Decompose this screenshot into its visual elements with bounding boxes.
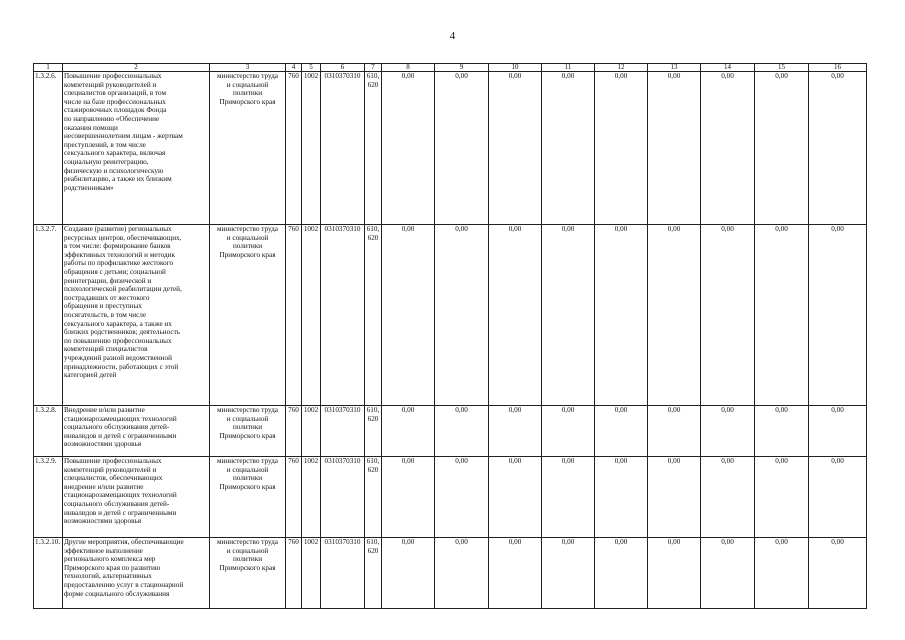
value-cell-text: 0,00 <box>455 538 468 546</box>
header-cell: 12 <box>595 64 648 72</box>
value-cell <box>648 406 701 457</box>
row-number-cell-text: 1.3.2.6. <box>35 72 57 80</box>
value-cell <box>701 225 755 406</box>
value-cell-text: 0,00 <box>721 225 734 233</box>
value-cell <box>595 538 648 609</box>
code-cell <box>286 225 302 406</box>
value-cell <box>542 225 595 406</box>
value-cell-text: 0,00 <box>401 225 415 233</box>
value-cell-text: 0,00 <box>667 457 681 465</box>
executor-cell <box>210 406 286 457</box>
value-cell <box>701 457 755 538</box>
page-number: 4 <box>449 30 456 42</box>
value-cell <box>542 72 595 225</box>
value-cell-text: 0,00 <box>614 457 628 465</box>
value-cell-text: 0,00 <box>508 225 522 233</box>
row-number-cell <box>34 457 63 538</box>
value-cell-text: 0,00 <box>721 406 734 414</box>
code-cell <box>321 72 365 225</box>
value-cell-text: 0,00 <box>775 72 788 80</box>
code-cell-text: 0310370310 <box>324 225 361 233</box>
value-cell <box>489 538 542 609</box>
code-cell <box>286 406 302 457</box>
header-cell: 13 <box>648 64 701 72</box>
code-cell <box>321 538 365 609</box>
value-cell <box>755 225 809 406</box>
row-number-cell-text: 1.3.2.10. <box>35 538 61 546</box>
value-cell <box>382 406 435 457</box>
header-cell: 10 <box>489 64 542 72</box>
value-cell <box>382 538 435 609</box>
value-cell-text: 0,00 <box>831 538 844 546</box>
executor-cell <box>210 72 286 225</box>
code-cell <box>365 457 382 538</box>
row-number-cell <box>34 406 63 457</box>
executor-cell <box>210 538 286 609</box>
value-cell <box>755 457 809 538</box>
code-cell <box>321 457 365 538</box>
value-cell <box>489 457 542 538</box>
value-cell <box>489 72 542 225</box>
value-cell <box>595 457 648 538</box>
value-cell <box>648 225 701 406</box>
value-cell-text: 0,00 <box>561 225 575 233</box>
code-cell-text: 610, 620 <box>366 457 380 474</box>
value-cell-text: 0,00 <box>561 538 575 546</box>
value-cell <box>809 538 867 609</box>
row-number-cell-text: 1.3.2.9. <box>35 457 57 465</box>
value-cell-text: 0,00 <box>667 72 681 80</box>
value-cell <box>648 538 701 609</box>
code-cell-text: 610, 620 <box>366 406 380 423</box>
value-cell-text: 0,00 <box>775 538 788 546</box>
header-cell: 15 <box>755 64 809 72</box>
value-cell <box>542 538 595 609</box>
value-cell-text: 0,00 <box>561 406 575 414</box>
value-cell <box>382 457 435 538</box>
header-cell: 6 <box>321 64 365 72</box>
activity-name-cell <box>63 457 210 538</box>
value-cell-text: 0,00 <box>614 406 628 414</box>
value-cell <box>435 538 489 609</box>
value-cell <box>809 225 867 406</box>
value-cell <box>755 72 809 225</box>
value-cell <box>595 406 648 457</box>
value-cell <box>701 538 755 609</box>
code-cell-text: 0310370310 <box>324 72 361 80</box>
table-row <box>34 406 867 457</box>
code-cell <box>286 72 302 225</box>
row-number-cell-text: 1.3.2.7. <box>35 225 57 233</box>
code-cell-text: 760 <box>288 225 299 233</box>
value-cell-text: 0,00 <box>401 72 415 80</box>
value-cell-text: 0,00 <box>721 72 734 80</box>
value-cell <box>595 72 648 225</box>
header-cell: 2 <box>63 64 210 72</box>
value-cell <box>489 225 542 406</box>
code-cell-text: 760 <box>288 72 299 80</box>
value-cell-text: 0,00 <box>561 72 575 80</box>
table-row <box>34 457 867 538</box>
code-cell <box>302 538 321 609</box>
budget-table <box>33 63 867 609</box>
code-cell-text: 0310370310 <box>324 406 361 414</box>
header-cell: 8 <box>382 64 435 72</box>
code-cell <box>365 225 382 406</box>
value-cell-text: 0,00 <box>831 225 844 233</box>
value-cell <box>542 457 595 538</box>
value-cell-text: 0,00 <box>508 538 522 546</box>
value-cell-text: 0,00 <box>721 457 734 465</box>
code-cell-text: 1002 <box>303 72 319 80</box>
header-cell: 7 <box>365 64 382 72</box>
code-cell-text: 0310370310 <box>324 538 361 546</box>
value-cell-text: 0,00 <box>508 72 522 80</box>
code-cell <box>302 72 321 225</box>
value-cell <box>809 457 867 538</box>
value-cell-text: 0,00 <box>667 538 681 546</box>
activity-name-cell-text: Создание (развитие) региональных ресурсных центров, обеспечивающих, в том числе: формирование банков эффективных технологий и методик работы по профилактике жестокого обращения с детьми; социальной реинтеграции, физической и психологической реабилитации детей, пострадавших от жестокого обращения и преступных посягательств, в том числе сексуального характера, а также их близких родственников; деятельность по повышению профессиональных компетенций специалистов учреждений разной ведомственной принадлежности, работающих с этой категорией детей <box>64 225 182 380</box>
header-cell: 4 <box>286 64 302 72</box>
table-row <box>34 72 867 225</box>
value-cell <box>809 406 867 457</box>
executor-cell-text: министерство труда и социальной политики Приморского края <box>217 72 278 106</box>
code-cell-text: 610, 620 <box>366 225 380 242</box>
header-cell: 1 <box>34 64 63 72</box>
code-cell-text: 1002 <box>303 538 319 546</box>
row-number-cell <box>34 538 63 609</box>
code-cell <box>286 538 302 609</box>
value-cell-text: 0,00 <box>831 406 844 414</box>
code-cell-text: 760 <box>288 538 299 546</box>
value-cell-text: 0,00 <box>667 225 681 233</box>
value-cell-text: 0,00 <box>401 457 415 465</box>
value-cell <box>435 457 489 538</box>
value-cell-text: 0,00 <box>455 225 468 233</box>
header-cell: 9 <box>435 64 489 72</box>
value-cell-text: 0,00 <box>455 406 468 414</box>
value-cell-text: 0,00 <box>667 406 681 414</box>
code-cell-text: 610, 620 <box>366 538 380 555</box>
value-cell <box>648 72 701 225</box>
executor-cell-text: министерство труда и социальной политики Приморского края <box>217 538 278 572</box>
value-cell-text: 0,00 <box>775 225 788 233</box>
row-number-cell-text: 1.3.2.8. <box>35 406 57 414</box>
value-cell <box>542 406 595 457</box>
executor-cell <box>210 225 286 406</box>
value-cell <box>701 72 755 225</box>
activity-name-cell <box>63 538 210 609</box>
code-cell <box>365 72 382 225</box>
code-cell <box>286 457 302 538</box>
header-cell: 11 <box>542 64 595 72</box>
header-cell: 3 <box>210 64 286 72</box>
value-cell <box>809 72 867 225</box>
code-cell-text: 760 <box>288 457 299 465</box>
executor-cell-text: министерство труда и социальной политики Приморского края <box>217 457 278 491</box>
value-cell-text: 0,00 <box>721 538 734 546</box>
code-cell-text: 1002 <box>303 457 319 465</box>
value-cell-text: 0,00 <box>401 406 415 414</box>
value-cell-text: 0,00 <box>614 225 628 233</box>
table-row <box>34 538 867 609</box>
executor-cell <box>210 457 286 538</box>
header-cell: 14 <box>701 64 755 72</box>
value-cell-text: 0,00 <box>614 538 628 546</box>
activity-name-cell <box>63 225 210 406</box>
value-cell-text: 0,00 <box>775 457 788 465</box>
value-cell <box>435 72 489 225</box>
activity-name-cell-text: Повышение профессиональных компетенций руководителей и специалистов организаций, в том числе на базе профессиональных стажировочных площадок Фонда по направлению «Обеспечение оказания помощи несовершеннолетним лицам - жертвам преступлений, в том числе сексуального характера, включая социальную реинтеграцию, физическую и психологическую реабилитацию, а также их близким родственникам» <box>64 72 183 192</box>
value-cell <box>435 406 489 457</box>
value-cell-text: 0,00 <box>831 457 844 465</box>
value-cell <box>489 406 542 457</box>
value-cell-text: 0,00 <box>508 457 522 465</box>
value-cell-text: 0,00 <box>401 538 415 546</box>
code-cell <box>302 225 321 406</box>
value-cell-text: 0,00 <box>775 406 788 414</box>
value-cell-text: 0,00 <box>831 72 844 80</box>
value-cell-text: 0,00 <box>561 457 575 465</box>
code-cell-text: 1002 <box>303 225 319 233</box>
value-cell <box>595 225 648 406</box>
value-cell-text: 0,00 <box>455 457 468 465</box>
table-row <box>34 225 867 406</box>
code-cell <box>321 225 365 406</box>
executor-cell-text: министерство труда и социальной политики Приморского края <box>217 225 278 259</box>
header-cell: 16 <box>809 64 867 72</box>
value-cell <box>701 406 755 457</box>
code-cell <box>302 406 321 457</box>
activity-name-cell <box>63 72 210 225</box>
activity-name-cell-text: Внедрение и/или развитие стационарозамещающих технологий социального обслуживания детей- инвалидов и детей с ограниченными возможностями здоровья <box>64 406 177 449</box>
header-row <box>34 64 867 72</box>
value-cell <box>755 538 809 609</box>
code-cell <box>302 457 321 538</box>
value-cell <box>435 225 489 406</box>
code-cell <box>321 406 365 457</box>
value-cell-text: 0,00 <box>508 406 522 414</box>
value-cell-text: 0,00 <box>614 72 628 80</box>
value-cell <box>755 406 809 457</box>
code-cell-text: 0310370310 <box>324 457 361 465</box>
row-number-cell <box>34 225 63 406</box>
value-cell <box>648 457 701 538</box>
value-cell <box>382 72 435 225</box>
code-cell <box>365 406 382 457</box>
executor-cell-text: министерство труда и социальной политики Приморского края <box>217 406 278 440</box>
row-number-cell <box>34 72 63 225</box>
code-cell <box>365 538 382 609</box>
header-cell: 5 <box>302 64 321 72</box>
activity-name-cell-text: Другие мероприятия, обеспечивающие эффективное выполнение регионального комплекса мер Приморского края по развитию технологий, альтернативных предоставлению услуг в стационарной форме социального обслуживания <box>64 538 184 598</box>
code-cell-text: 1002 <box>303 406 319 414</box>
code-cell-text: 610, 620 <box>366 72 380 89</box>
activity-name-cell <box>63 406 210 457</box>
value-cell <box>382 225 435 406</box>
value-cell-text: 0,00 <box>455 72 468 80</box>
code-cell-text: 760 <box>288 406 299 414</box>
activity-name-cell-text: Повышение профессиональных компетенций руководителей и специалистов, обеспечивающих внедрение и/или развитие стационарозамещающих технологий социального обслуживания детей- инвалидов и детей с ограниченными возможностями здоровья <box>64 457 177 526</box>
